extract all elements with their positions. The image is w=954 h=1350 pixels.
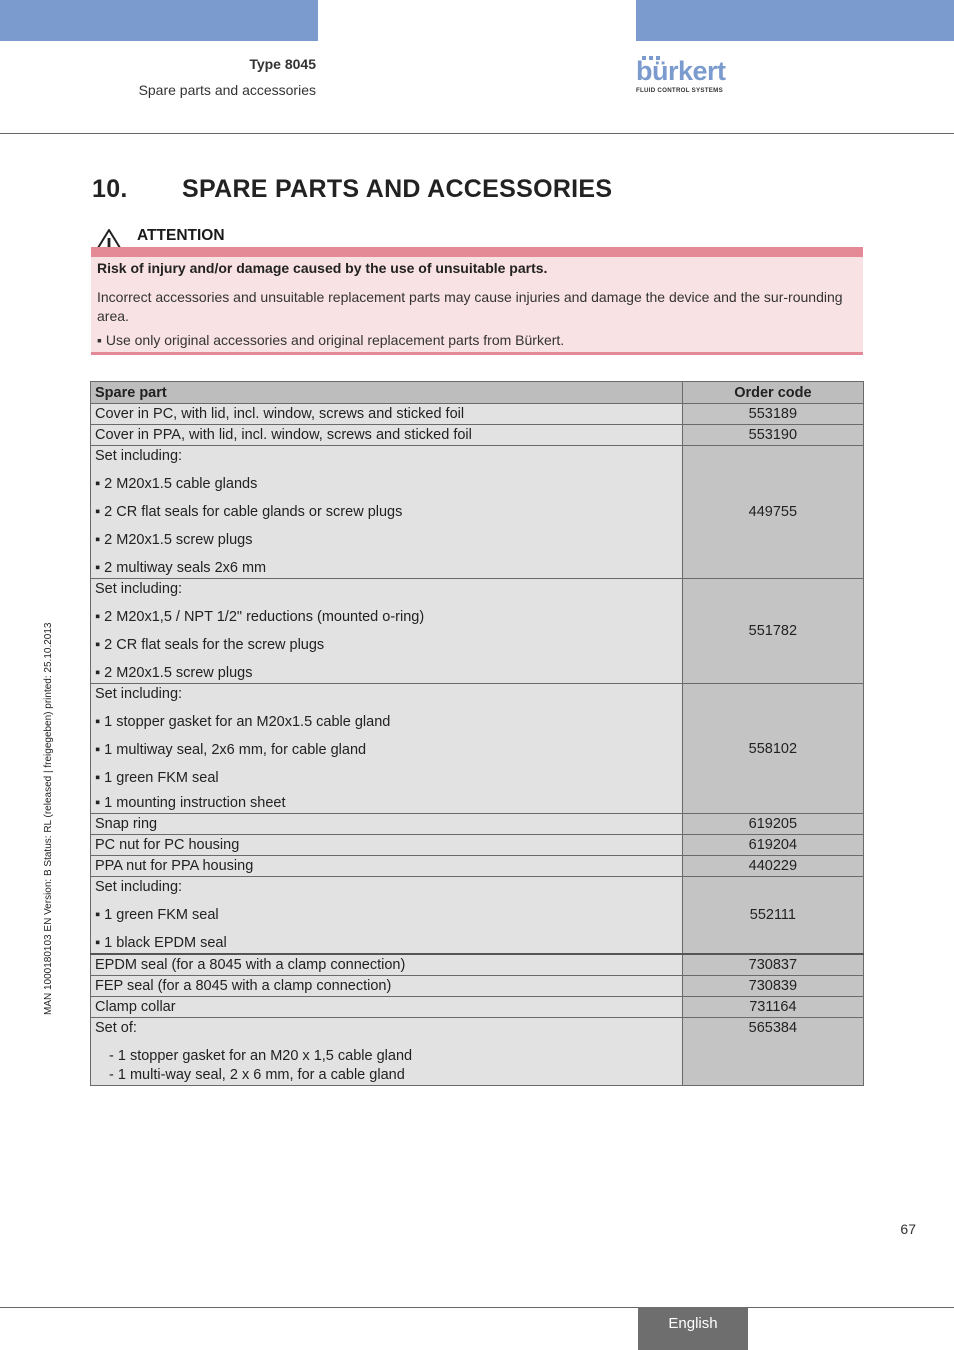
page-number: 67 [900,1221,916,1237]
attention-risk: Risk of injury and/or damage caused by the use of unsuitable parts. [97,260,548,276]
header-divider [0,133,954,134]
table-header-row [91,382,864,404]
attention-bottom-rule [91,352,863,355]
list-item: ▪ 2 CR flat seals for cable glands or screw plugs [95,504,403,520]
table-row [91,835,864,856]
part-cell: PC nut for PC housing [91,835,683,856]
list-item: - 1 multi-way seal, 2 x 6 mm, for a cable gland [109,1067,405,1083]
list-item: ▪ 2 M20x1,5 / NPT 1/2" reductions (mounted o-ring) [95,609,425,625]
part-cell: Cover in PC, with lid, incl. window, screws and sticked foil [91,404,683,425]
header-band-left [0,0,318,41]
set-label: Set including: [95,879,183,895]
table-row [91,814,864,835]
list-item: ▪ 2 M20x1.5 screw plugs [95,532,253,548]
table-row [91,1018,864,1086]
table-row [91,684,864,814]
part-cell: Cover in PPA, with lid, incl. window, screws and sticked foil [91,425,683,446]
header-band-right [636,0,954,41]
list-item: - 1 stopper gasket for an M20 x 1,5 cable gland [109,1048,413,1064]
order-code-cell: 553190 [682,425,863,446]
order-code-cell: 565384 [682,1018,863,1086]
order-code-cell: 551782 [682,579,863,684]
attention-bullet: ▪ Use only original accessories and original replacement parts from Bürkert. [97,332,565,348]
table-row [91,856,864,877]
order-code-cell: 552111 [682,877,863,955]
part-cell: EPDM seal (for a 8045 with a clamp connection) [91,954,683,976]
part-cell: Snap ring [91,814,683,835]
attention-title: ATTENTION [137,227,225,244]
list-item: ▪ 2 M20x1.5 screw plugs [95,665,253,681]
order-code-cell: 553189 [682,404,863,425]
set-label: Set including: [95,448,183,464]
part-cell [91,1018,683,1086]
burkert-logo [636,56,736,96]
set-label: Set of: [95,1020,137,1036]
order-code-cell: 730837 [682,954,863,976]
set-label: Set including: [95,686,183,702]
table-row [91,446,864,579]
table-row [91,997,864,1018]
list-item: ▪ 1 stopper gasket for an M20x1.5 cable gland [95,714,391,730]
list-item: ▪ 1 multiway seal, 2x6 mm, for cable gland [95,742,367,758]
document-side-note: MAN 1000180103 EN Version: B Status: RL (released | freigegeben) printed: 25.10.2013 [43,622,54,1015]
table-row [91,579,864,684]
list-item: ▪ 1 green FKM seal [95,907,219,923]
logo-word: bürkert [636,56,726,86]
order-code-cell: 731164 [682,997,863,1018]
header-order-code: Order code [682,382,863,404]
attention-bar [91,247,863,257]
list-item: ▪ 1 green FKM seal [95,770,219,786]
order-code-cell: 440229 [682,856,863,877]
part-cell [91,877,683,955]
set-label: Set including: [95,581,183,597]
spare-parts-table [90,381,864,1086]
order-code-cell: 558102 [682,684,863,814]
attention-text: Incorrect accessories and unsuitable replacement parts may cause injuries and damage the device and the sur-rounding area. [97,289,843,324]
order-code-cell: 449755 [682,446,863,579]
list-item: ▪ 2 multiway seals 2x6 mm [95,560,267,576]
logo-tagline: FLUID CONTROL SYSTEMS [636,87,723,94]
doc-section: Spare parts and accessories [138,82,316,98]
attention-bullet-text: Use only original accessories and original replacement parts from Bürkert. [105,332,565,348]
doc-type: Type 8045 [249,56,316,72]
part-cell [91,684,683,814]
part-cell: Clamp collar [91,997,683,1018]
part-cell [91,446,683,579]
table-row [91,976,864,997]
part-cell: PPA nut for PPA housing [91,856,683,877]
language-tab: English [638,1307,748,1350]
list-item: ▪ 2 CR flat seals for the screw plugs [95,637,325,653]
chapter-number: 10. [92,175,128,203]
chapter-title: SPARE PARTS AND ACCESSORIES [182,175,613,203]
footer-divider [0,1307,954,1308]
table-row [91,404,864,425]
part-cell [91,579,683,684]
list-item: ▪ 1 mounting instruction sheet [95,795,286,811]
part-cell: FEP seal (for a 8045 with a clamp connection) [91,976,683,997]
table-row [91,877,864,955]
order-code-cell: 619204 [682,835,863,856]
order-code-cell: 730839 [682,976,863,997]
list-item: ▪ 1 black EPDM seal [95,935,227,951]
header-spare-part: Spare part [91,382,683,404]
list-item: ▪ 2 M20x1.5 cable glands [95,476,258,492]
order-code-cell: 619205 [682,814,863,835]
chapter-heading [92,175,612,204]
table-row [91,425,864,446]
table-row [91,954,864,976]
